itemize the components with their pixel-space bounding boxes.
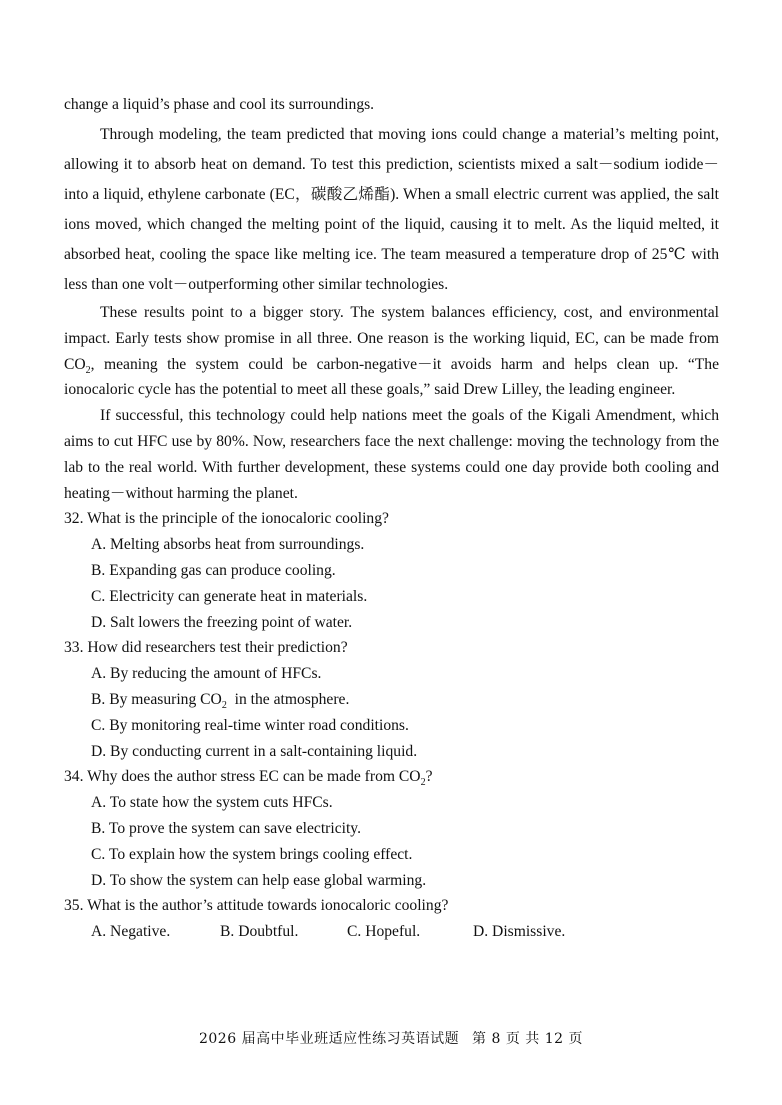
option-b-text: B. By measuring CO (91, 690, 222, 708)
passage-paragraph-2 (64, 300, 719, 403)
question-stem: 33. How did researchers test their prediction? (64, 639, 348, 657)
option-b (64, 687, 719, 713)
co2-subscript: 2 (221, 700, 227, 712)
passage-paragraph-0: change a liquid’s phase and cool its surroundings. (64, 96, 375, 113)
option-c: C. Electricity can generate heat in materials. (91, 587, 368, 605)
option-a: A. Negative. (91, 923, 171, 941)
passage-paragraph-1: Through modeling, the team predicted that moving ions could change a material’s melting point, allowing it to absorb heat on demand. To test this prediction, scientists mixed a salt－sodium iodide－into a liquid, ethylene carbonate (EC，碳酸乙烯酯). When a small electric current was applied, the salt ions moved, which changed the melting point of the liquid, causing it to melt. As the liquid melted, it absorbed heat, cooling the space like melting ice. The team measured a temperature drop of 25℃ with less than one volt－outperforming other similar technologies. (64, 126, 719, 293)
co2-subscript: 2 (85, 364, 91, 376)
option-a: A. To state how the system cuts HFCs. (91, 794, 333, 812)
question-stem-text: 34. Why does the author stress EC can be made from CO (64, 768, 421, 786)
options-row (64, 919, 719, 945)
paragraph-2-text-a: These results point to a bigger story. The system balances efficiency, cost, and environmental impact. Early tests show promise in all three. One reason is the working liquid, EC, can be made from CO (64, 304, 719, 373)
option-d: D. Dismissive. (473, 923, 566, 941)
footer-exam-title: 2026 届高中毕业班适应性练习英语试题 (198, 1031, 460, 1047)
option-d: D. Salt lowers the freezing point of water. (91, 613, 353, 631)
page-footer (0, 1028, 782, 1048)
passage-paragraph-3: If successful, this technology could help nations meet the goals of the Kigali Amendment, which aims to cut HFC use by 80%. Now, researchers face the next challenge: moving the technology from the lab to the real world. With further development, these systems could one day provide both cooling and heating－without harming the planet. (64, 407, 719, 502)
question-stem (64, 764, 719, 790)
reading-passage (64, 92, 719, 945)
footer-page-number: 第 8 页 共 12 页 (472, 1031, 584, 1047)
option-c: C. By monitoring real-time winter road conditions. (91, 716, 409, 734)
option-b: B. To prove the system can save electricity. (91, 819, 361, 837)
option-a: A. By reducing the amount of HFCs. (91, 665, 322, 683)
option-b-text-end: in the atmosphere. (226, 690, 350, 708)
option-c: C. Hopeful. (347, 923, 421, 941)
question-35 (64, 893, 719, 945)
question-32 (64, 506, 719, 635)
question-mark: ? (425, 768, 433, 786)
co2-subscript: 2 (420, 777, 426, 789)
question-stem: 35. What is the author’s attitude towards ionocaloric cooling? (64, 897, 449, 915)
option-d: D. By conducting current in a salt-containing liquid. (91, 742, 418, 760)
question-33 (64, 635, 719, 764)
option-a: A. Melting absorbs heat from surroundings. (91, 536, 365, 554)
option-c: C. To explain how the system brings cooling effect. (91, 845, 413, 863)
option-b: B. Doubtful. (220, 923, 299, 941)
question-stem: 32. What is the principle of the ionocaloric cooling? (64, 510, 389, 528)
question-34 (64, 764, 719, 893)
option-d: D. To show the system can help ease global warming. (91, 871, 427, 889)
paragraph-2-text-b: , meaning the system could be carbon-negative－it avoids harm and helps clean up. “The ionocaloric cycle has the potential to meet all these goals,” said Drew Lilley, the leading engineer. (64, 355, 719, 399)
option-b: B. Expanding gas can produce cooling. (91, 561, 336, 579)
